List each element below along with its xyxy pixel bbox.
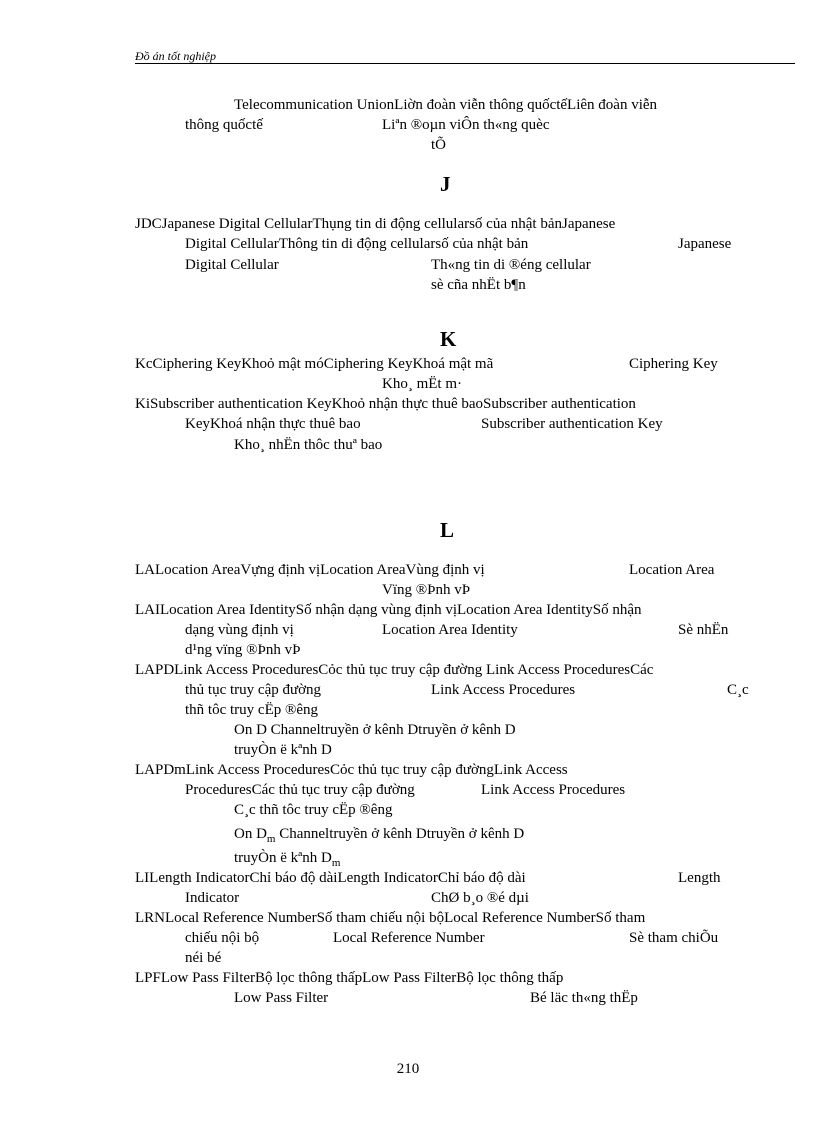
entry-line: ChØ b¸o ®é dµi — [431, 890, 529, 906]
entry-line: d¹ng vïng ®Þnh vÞ — [185, 642, 301, 658]
entry-line: Kho¸ nhËn thôc thuª bao — [234, 437, 383, 453]
entry-line: Sè tham chiÕu — [629, 930, 719, 946]
entry-line: Location Area Identity — [382, 622, 518, 638]
entry-line: Digital Cellular — [185, 257, 279, 273]
entry-line: Th«ng tin di ®éng cellular — [431, 257, 591, 273]
entry-line: LILength IndicatorChỉ báo độ dàiLength IndicatorChỉ báo độ dài — [135, 870, 526, 886]
entry-line: truyÒn ë kªnh D — [234, 742, 332, 758]
entry-line: Link Access Procedures — [481, 782, 626, 798]
entry-line: C¸c thñ tôc truy cËp ®êng — [234, 802, 393, 818]
entry-line: KiSubscriber authentication KeyKhoỏ nhận thực thuê baoSubscriber authentication — [135, 396, 636, 412]
entry-text: On D — [234, 826, 267, 842]
entry-line: Digital CellularThông tin di động cellularsố của nhật bản — [185, 236, 529, 252]
entry-line: Ciphering Key — [629, 356, 718, 372]
entry-line: KcCiphering KeyKhoỏ mật móCiphering KeyKhoá mật mã — [135, 356, 494, 372]
entry-text: Channeltruyền ở kênh Dtruyền ở kênh D — [275, 826, 525, 842]
entry-line: néi bé — [185, 950, 222, 966]
entry-line: JDCJapanese Digital CellularThụng tin di động cellularsố của nhật bảnJapanese — [135, 216, 616, 232]
entry-line: thủ tục truy cập đường — [185, 682, 322, 698]
entry-line: LAPDmLink Access ProceduresCỏc thủ tục truy cập đườngLink Access — [135, 762, 568, 778]
entry-line: dạng vùng định vị — [185, 622, 294, 638]
section-heading-l: L — [440, 518, 455, 542]
entry-line: chiếu nội bộ — [185, 930, 260, 946]
entry-line: LRNLocal Reference NumberSố tham chiếu nội bộLocal Reference NumberSố tham — [135, 910, 646, 926]
entry-line: Japanese — [678, 236, 732, 252]
section-heading-k: K — [440, 327, 457, 351]
entry-line: LALocation AreaVựng định vịLocation AreaVùng định vị — [135, 562, 485, 578]
entry-line — [234, 848, 340, 868]
entry-line: thông quốctế — [185, 117, 263, 133]
entry-line: Vïng ®Þnh vÞ — [382, 582, 471, 598]
entry-line: thñ tôc truy cËp ®êng — [185, 702, 319, 718]
entry-line: Kho¸ mËt m· — [382, 376, 462, 392]
entry-line: tÕ — [431, 137, 446, 153]
entry-line: KeyKhoá nhận thực thuê bao — [185, 416, 361, 432]
header-rule — [135, 63, 795, 64]
running-header: Đồ án tốt nghiệp — [135, 49, 216, 63]
entry-line: Link Access Procedures — [431, 682, 576, 698]
entry-line: Location Area — [629, 562, 715, 578]
subscript-m: m — [331, 857, 341, 869]
entry-line: ProceduresCác thủ tục truy cập đường — [185, 782, 415, 798]
entry-line: Low Pass Filter — [234, 990, 329, 1006]
entry-line: Telecommunication UnionLiờn đoàn viễn thông quốctếLiên đoàn viễn — [234, 97, 658, 113]
entry-line: LAPDLink Access ProceduresCỏc thủ tục truy cập đường Link Access ProceduresCác — [135, 662, 654, 678]
entry-line: On D Channeltruyền ở kênh Dtruyền ở kênh D — [234, 722, 516, 738]
entry-line: sè cña nhËt b¶n — [431, 277, 526, 293]
entry-line: Length — [678, 870, 721, 886]
entry-line: Subscriber authentication Key — [481, 416, 663, 432]
entry-line: Liªn ®oµn viÔn th«ng quèc — [382, 117, 550, 133]
entry-text: truyÒn ë kªnh D — [234, 850, 332, 866]
entry-line: Sè nhËn — [678, 622, 729, 638]
section-heading-j: J — [440, 172, 451, 196]
entry-line: C¸c — [727, 682, 749, 698]
entry-line: Local Reference Number — [333, 930, 485, 946]
entry-line: Indicator — [185, 890, 240, 906]
entry-line: LPFLow Pass FilterBộ lọc thông thấpLow Pass FilterBộ lọc thông thấp — [135, 970, 564, 986]
entry-line: Bé läc th«ng thËp — [530, 990, 638, 1006]
page-number: 210 — [396, 1061, 420, 1077]
subscript-m: m — [266, 833, 276, 845]
entry-line: LAILocation Area IdentitySố nhận dạng vùng định vịLocation Area IdentitySố nhận — [135, 602, 642, 618]
entry-line — [234, 824, 524, 844]
